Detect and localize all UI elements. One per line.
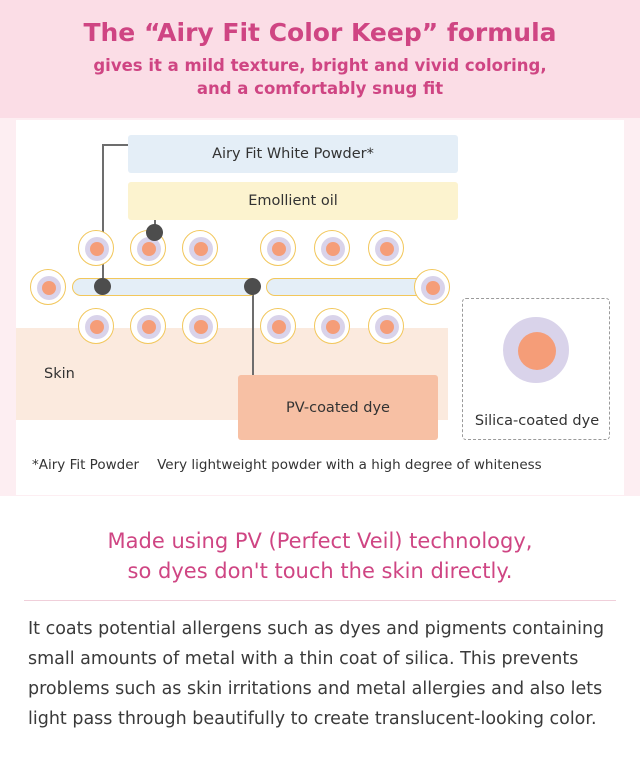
pv-dye-dot [94, 278, 111, 295]
particle [182, 308, 218, 344]
silica-coated-dye-label: Silica-coated dye [474, 413, 600, 429]
pv-coated-dye-bar: PV-coated dye [238, 375, 438, 440]
body-paragraph: It coats potential allergens such as dyes and pigments containing small amounts of metal with a thin coat of silica. This prevents problems such as skin irritations and metal allergies and also lets light pass through beautifully to create translucent-looking color. [28, 619, 605, 729]
footnote-text: Very lightweight powder with a high degree of whiteness [157, 457, 542, 473]
silica-coated-dye-callout [462, 298, 610, 440]
powder-strip-right [266, 278, 426, 296]
particle [260, 308, 296, 344]
section-subheading-line2: so dyes don't touch the skin directly. [127, 559, 513, 583]
particle [78, 308, 114, 344]
particle [260, 230, 296, 266]
particle [368, 230, 404, 266]
page-title: The “Airy Fit Color Keep” formula [83, 18, 557, 47]
airy-fit-white-powder-bar: Airy Fit White Powder* [128, 135, 458, 173]
section-subheading-line1: Made using PV (Perfect Veil) technology, [107, 529, 533, 553]
connector-line-powder-horizontal [102, 144, 130, 146]
pv-dye-dot [244, 278, 261, 295]
emollient-oil-bar: Emollient oil [128, 182, 458, 220]
section-subheading [0, 526, 640, 586]
page-subtitle-line1: gives it a mild texture, bright and vivid coloring, [93, 56, 547, 75]
particle [30, 269, 66, 305]
particle [314, 308, 350, 344]
subheading-rule [24, 600, 616, 601]
pv-dye-dot [146, 224, 163, 241]
lower-section [0, 496, 640, 775]
footnote-mark: *Airy Fit Powder [32, 457, 140, 473]
header-band [0, 0, 640, 118]
silica-particle [503, 317, 569, 383]
particle [368, 308, 404, 344]
particle [78, 230, 114, 266]
particle [314, 230, 350, 266]
footnote [32, 457, 612, 473]
diagram-card [16, 120, 624, 495]
particle [130, 308, 166, 344]
skin-layer-label: Skin [16, 328, 448, 420]
particle [414, 269, 450, 305]
page-subtitle [0, 54, 640, 100]
particle [182, 230, 218, 266]
page-subtitle-line2: and a comfortably snug fit [196, 79, 444, 98]
